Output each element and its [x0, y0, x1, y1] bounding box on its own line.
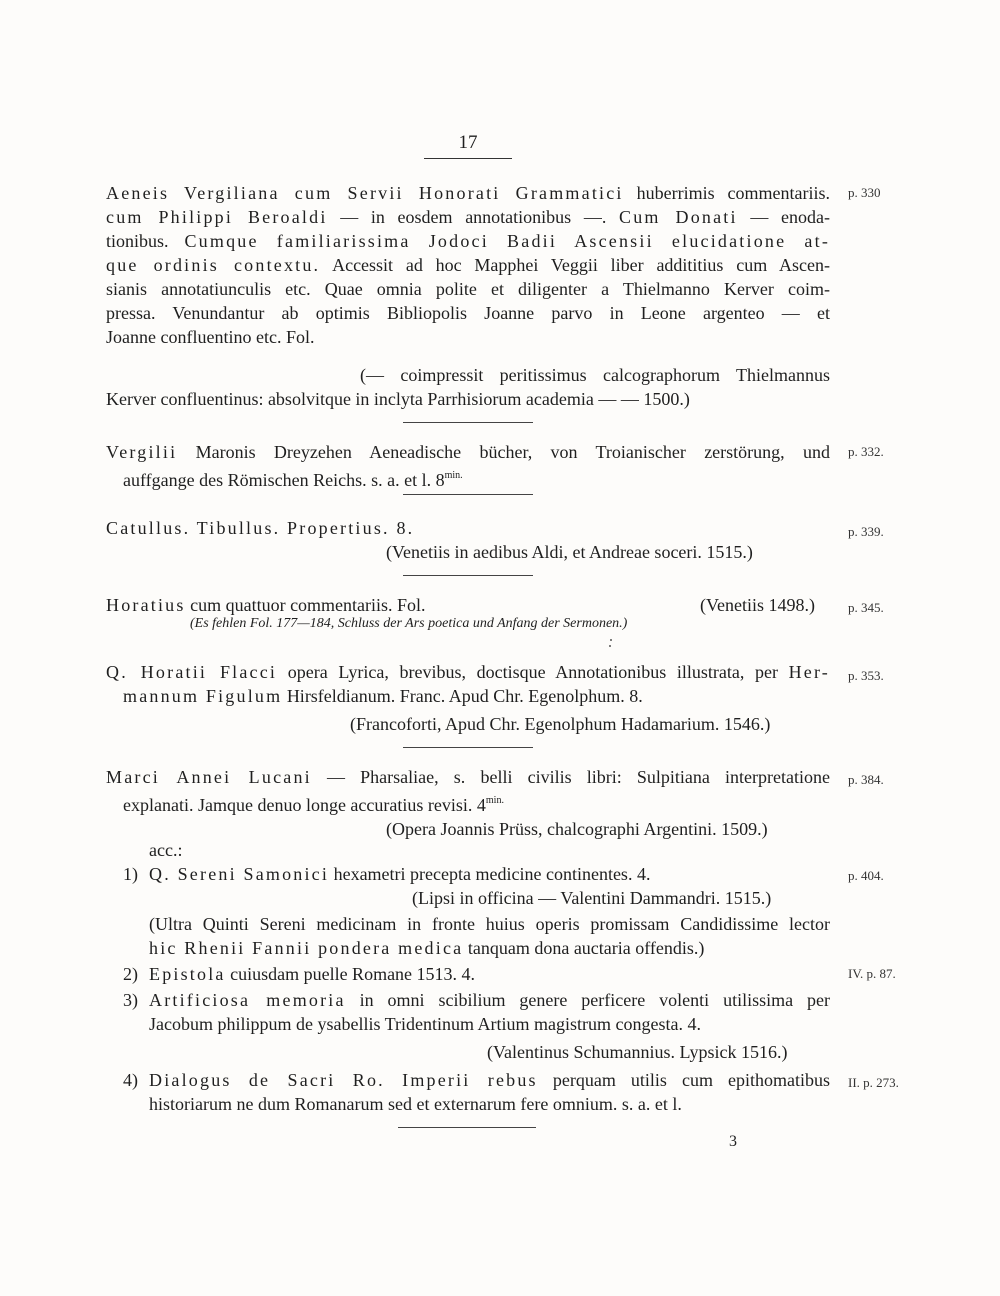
vergilii-author: Vergilii: [106, 442, 178, 462]
item-4-number: 4): [123, 1070, 138, 1090]
lucani-line-1: [106, 765, 830, 789]
item-2-number: 2): [123, 964, 138, 984]
horatius-note: (Es fehlen Fol. 177—184, Schluss der Ars poetica und Anfang der Sermonen.): [190, 616, 628, 631]
horatius-imprint: (Venetiis 1498.): [700, 595, 815, 615]
separator-rule-5: [398, 1127, 536, 1128]
vergilii-line-2: [123, 464, 463, 492]
lucani-text: explanati. Jamque denuo longe accuratius revisi. 4: [123, 795, 486, 815]
item-1-page-ref: p. 404.: [848, 868, 884, 883]
vergilii-text: auffgange des Römischen Reichs. s. a. et l. 8: [123, 470, 445, 490]
flacci-page-ref: p. 353.: [848, 668, 884, 683]
item-1-title: hexametri precepta medicine continentes. 4.: [333, 864, 651, 884]
aeneis-line-1: [106, 181, 830, 205]
horatius-page-ref: p. 345.: [848, 600, 884, 615]
aeneis-line-6: pressa. Venundantur ab optimis Bibliopolis Joanne parvo in Leone argenteo — et: [106, 303, 830, 323]
flacci-title: opera Lyrica, brevibus, doctisque Annotationibus illustrata, per: [287, 662, 778, 682]
separator-rule-1: [403, 422, 533, 423]
item-4-line-2: historiarum ne dum Romanarum sed et externarum fere omnium. s. a. et l.: [149, 1094, 682, 1114]
item-2-page-ref: IV. p. 87.: [848, 966, 896, 981]
item-3-line-2: Jacobum philippum de ysabellis Tridentinum Artium magistrum congesta. 4.: [149, 1014, 701, 1034]
flacci-imprint: (Francoforti, Apud Chr. Egenolphum Hadamarium. 1546.): [350, 714, 771, 734]
item-3-line-1: [149, 988, 830, 1012]
stray-mark: [609, 645, 611, 647]
aeneis-text-5: Accessit ad hoc Mapphei Veggii liber addititius cum Ascen-: [332, 255, 830, 275]
flacci-line-1: [106, 660, 830, 684]
item-2-author: Epistola: [149, 964, 226, 984]
lucani-imprint: (Opera Joannis Prüss, chalcographi Argentini. 1509.): [386, 819, 768, 839]
item-4-page-ref: II. p. 273.: [848, 1075, 899, 1090]
aeneis-line-4: [106, 253, 830, 277]
item-4-author: Dialogus de Sacri Ro. Imperii rebus: [149, 1070, 538, 1090]
item-1-note-text: tanquam dona auctaria offendis.): [467, 938, 705, 958]
item-3-title: in omni scibilium genere perficere volenti utilissima per: [359, 990, 830, 1010]
aeneis-line-5: sianis annotatiunculis etc. Quae omnia polite et diligenter a Thielmanno Kerver coim-: [106, 279, 830, 299]
item-1-note-2: [149, 936, 704, 960]
lucani-acc: acc.:: [149, 840, 183, 860]
horatius-title: cum quattuor commentariis. Fol.: [190, 595, 426, 615]
aeneis-line-3: [106, 229, 830, 253]
signature-mark: 3: [729, 1133, 737, 1150]
aeneis-name-4: Cumque familiarissima Jodoci Badii Ascensii elucidatione at-: [184, 231, 831, 251]
item-3-number: 3): [123, 990, 138, 1010]
lucani-author: Marci Annei Lucani: [106, 767, 312, 787]
aeneis-page-ref: p. 330: [848, 185, 881, 200]
aeneis-text-4: tionibus.: [106, 231, 169, 251]
vergilii-format-sup: min.: [444, 470, 463, 481]
flacci-editor-a: Her-: [788, 662, 830, 682]
aeneis-imprint-1: (— coimpressit peritissimus calcographorum Thielmannus: [360, 365, 830, 385]
aeneis-line-7: Joanne confluentino etc. Fol.: [106, 327, 315, 347]
page-number: 17: [458, 132, 478, 153]
item-2-line-1: [149, 962, 475, 986]
page-number-rule: [424, 158, 512, 159]
aeneis-name-2: cum Philippi Beroaldi: [106, 207, 328, 227]
catullus-imprint: (Venetiis in aedibus Aldi, et Andreae soceri. 1515.): [386, 542, 753, 562]
item-2-title: cuiusdam puelle Romane 1513. 4.: [230, 964, 476, 984]
lucani-page-ref: p. 384.: [848, 772, 884, 787]
horatius-author: Horatius: [106, 595, 186, 615]
flacci-text: Hirsfeldianum. Franc. Apud Chr. Egenolphum. 8.: [286, 686, 643, 706]
item-4-title: perquam utilis cum epithomatibus: [552, 1070, 830, 1090]
aeneis-line-2: [106, 205, 830, 229]
lucani-title: — Pharsaliae, s. belli civilis libri: Sulpitiana interpretatione: [327, 767, 830, 787]
item-1-author: Q. Sereni Samonici: [149, 864, 330, 884]
item-1-number: 1): [123, 864, 138, 884]
aeneis-imprint-2: Kerver confluentinus: absolvitque in inclyta Parrhisiorum academia — — 1500.): [106, 389, 690, 409]
vergilii-title: Maronis Dreyzehen Aeneadische bücher, von Troianischer zerstörung, und: [195, 442, 830, 462]
flacci-line-2: [123, 684, 643, 708]
item-1-imprint: (Lipsi in officina — Valentini Dammandri. 1515.): [412, 888, 772, 908]
item-3-author: Artificiosa memoria: [149, 990, 346, 1010]
item-4-line-1: [149, 1068, 830, 1092]
lucani-format-sup: min.: [485, 795, 504, 806]
item-1-note-1: (Ultra Quinti Sereni medicinam in fronte huius operis promissam Candidissime lector: [149, 914, 830, 934]
item-3-imprint: (Valentinus Schumannius. Lypsick 1516.): [487, 1042, 788, 1062]
catullus-line-1: Catullus. Tibullus. Propertius. 8.: [106, 518, 415, 538]
vergilii-line-1: [106, 440, 830, 464]
vergilii-page-ref: p. 332.: [848, 444, 884, 459]
item-1-line-1: [149, 862, 650, 886]
separator-rule-2: [403, 494, 533, 495]
separator-rule-4: [403, 747, 533, 748]
aeneis-name-5: que ordinis contextu.: [106, 255, 321, 275]
separator-rule-3: [403, 575, 533, 576]
flacci-author: Q. Horatii Flacci: [106, 662, 278, 682]
aeneis-name-3: Cum Donati: [619, 207, 738, 227]
aeneis-text-3: — enoda-: [750, 207, 831, 227]
item-1-note-name: hic Rhenii Fannii pondera medica: [149, 938, 464, 958]
catullus-page-ref: p. 339.: [848, 524, 884, 539]
lucani-line-2: [123, 789, 504, 817]
aeneis-text-2: — in eosdem annotationibus —.: [340, 207, 607, 227]
aeneis-author: Aeneis Vergiliana cum Servii Honorati Grammatici: [106, 183, 624, 203]
aeneis-text: huberrimis commentariis.: [636, 183, 831, 203]
flacci-editor-b: mannum Figulum: [123, 686, 283, 706]
stray-mark-2: [610, 639, 612, 641]
